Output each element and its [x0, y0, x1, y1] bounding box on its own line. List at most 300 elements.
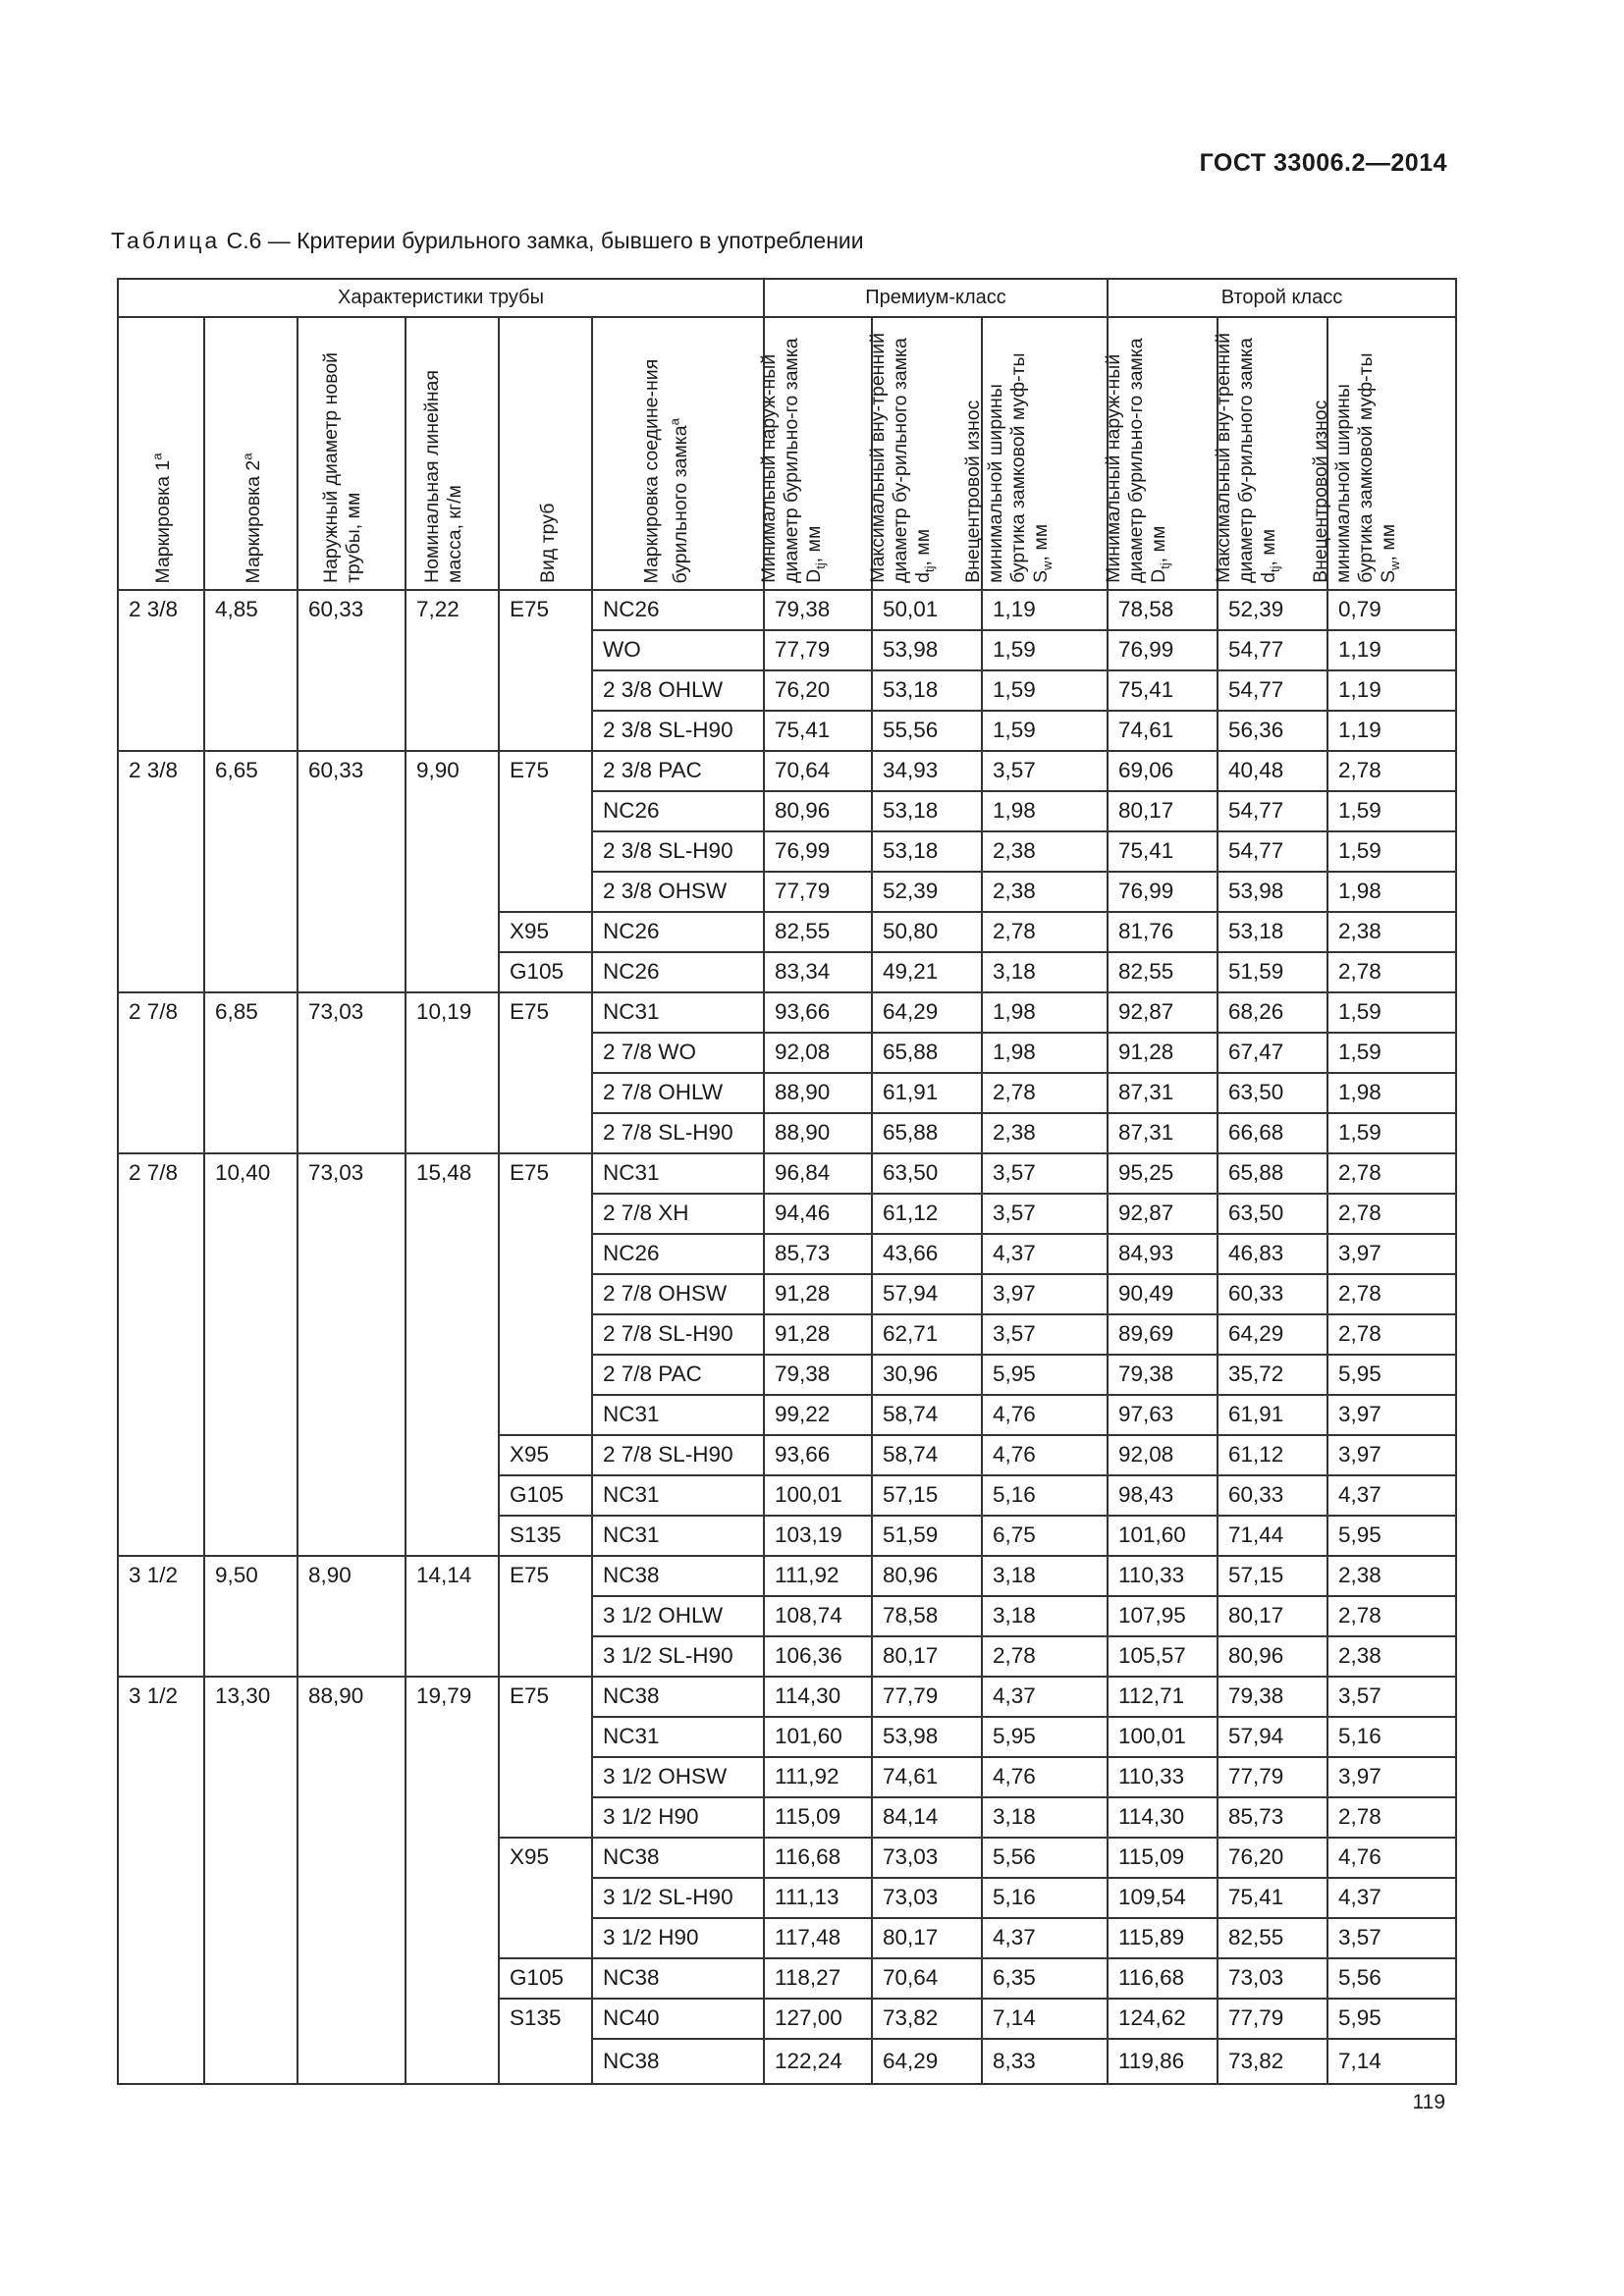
- cell-premium-wear: 1,19: [982, 590, 1108, 630]
- cell-pipe-grade: E75: [499, 1153, 592, 1435]
- table-caption: [111, 228, 864, 254]
- cell-second-wear: 3,97: [1327, 1435, 1456, 1475]
- cell-premium-wear: 2,38: [982, 831, 1108, 872]
- cell-connection: NC31: [592, 1475, 764, 1516]
- cell-connection: NC38: [592, 1677, 764, 1717]
- cell-second-min-od: 76,99: [1108, 630, 1218, 670]
- cell-second-min-od: 87,31: [1108, 1073, 1218, 1113]
- cell-second-wear: 5,95: [1327, 1999, 1456, 2039]
- cell-second-wear: 5,95: [1327, 1355, 1456, 1395]
- cell-premium-min-od: 76,20: [764, 670, 872, 711]
- cell-second-wear: 5,95: [1327, 1516, 1456, 1556]
- cell-premium-wear: 4,37: [982, 1234, 1108, 1274]
- cell-premium-wear: 2,78: [982, 1636, 1108, 1677]
- table-row: [118, 1556, 1456, 1596]
- cell-second-min-od: 87,31: [1108, 1113, 1218, 1153]
- cell-premium-min-od: 88,90: [764, 1113, 872, 1153]
- cell-second-wear: 5,16: [1327, 1717, 1456, 1757]
- cell-premium-wear: 3,18: [982, 952, 1108, 992]
- cell-connection: NC40: [592, 1999, 764, 2039]
- cell-connection: NC26: [592, 952, 764, 992]
- cell-premium-wear: 6,35: [982, 1958, 1108, 1999]
- cell-connection: NC31: [592, 1516, 764, 1556]
- cell-pipe-grade: S135: [499, 1516, 592, 1556]
- page-number: 119: [1412, 2091, 1445, 2113]
- cell-second-max-id: 52,39: [1218, 590, 1327, 630]
- cell-second-min-od: 100,01: [1108, 1717, 1218, 1757]
- cell-second-wear: 4,76: [1327, 1838, 1456, 1878]
- cell-second-min-od: 116,68: [1108, 1958, 1218, 1999]
- cell-premium-wear: 6,75: [982, 1516, 1108, 1556]
- cell-premium-max-id: 64,29: [872, 992, 982, 1033]
- cell-premium-max-id: 52,39: [872, 872, 982, 912]
- cell-premium-min-od: 117,48: [764, 1918, 872, 1958]
- cell-premium-wear: 2,38: [982, 1113, 1108, 1153]
- cell-premium-wear: 5,56: [982, 1838, 1108, 1878]
- cell-mark2: 13,30: [204, 1677, 298, 2084]
- cell-connection: 2 3/8 SL-H90: [592, 831, 764, 872]
- cell-second-max-id: 64,29: [1218, 1314, 1327, 1355]
- cell-premium-wear: 3,57: [982, 1194, 1108, 1234]
- cell-second-min-od: 78,58: [1108, 590, 1218, 630]
- cell-second-wear: 1,19: [1327, 670, 1456, 711]
- cell-second-min-od: 82,55: [1108, 952, 1218, 992]
- cell-connection: NC31: [592, 1717, 764, 1757]
- cell-second-wear: 1,98: [1327, 1073, 1456, 1113]
- cell-connection: 2 7/8 SL-H90: [592, 1314, 764, 1355]
- cell-premium-wear: 1,59: [982, 670, 1108, 711]
- cell-second-min-od: 98,43: [1108, 1475, 1218, 1516]
- cell-connection: 2 3/8 OHLW: [592, 670, 764, 711]
- header-premium-max-id: Максимальный вну-тренний диаметр бу-рильного замка $d_{tj}$, мм: [872, 317, 982, 590]
- cell-second-min-od: 75,41: [1108, 831, 1218, 872]
- cell-premium-max-id: 77,79: [872, 1677, 982, 1717]
- cell-mark2: 4,85: [204, 590, 298, 751]
- cell-premium-min-od: 76,99: [764, 831, 872, 872]
- cell-second-max-id: 80,17: [1218, 1596, 1327, 1636]
- cell-connection: WO: [592, 630, 764, 670]
- cell-premium-min-od: 111,13: [764, 1878, 872, 1918]
- cell-premium-max-id: 50,80: [872, 912, 982, 952]
- cell-second-wear: 2,78: [1327, 1314, 1456, 1355]
- cell-premium-min-od: 70,64: [764, 751, 872, 791]
- cell-connection: 2 7/8 SL-H90: [592, 1435, 764, 1475]
- cell-premium-min-od: 103,19: [764, 1516, 872, 1556]
- header-mark2: Маркировка 2$^a$: [204, 317, 298, 590]
- cell-pipe-grade: S135: [499, 1999, 592, 2084]
- cell-premium-max-id: 64,29: [872, 2039, 982, 2084]
- cell-premium-wear: 4,76: [982, 1757, 1108, 1797]
- cell-premium-wear: 2,78: [982, 912, 1108, 952]
- cell-mark1: 2 7/8: [118, 992, 204, 1153]
- cell-linear-mass: 9,90: [406, 751, 499, 992]
- cell-premium-max-id: 49,21: [872, 952, 982, 992]
- table-row: [118, 1677, 1456, 1717]
- cell-connection: NC26: [592, 791, 764, 831]
- cell-premium-wear: 3,97: [982, 1274, 1108, 1314]
- cell-mark2: 6,85: [204, 992, 298, 1153]
- cell-connection: 3 1/2 H90: [592, 1918, 764, 1958]
- header-mark1: Маркировка 1$^a$: [118, 317, 204, 590]
- cell-premium-min-od: 80,96: [764, 791, 872, 831]
- cell-connection: NC31: [592, 1395, 764, 1435]
- cell-premium-max-id: 57,94: [872, 1274, 982, 1314]
- table-row: [118, 590, 1456, 630]
- cell-second-max-id: 60,33: [1218, 1274, 1327, 1314]
- cell-second-max-id: 67,47: [1218, 1033, 1327, 1073]
- cell-second-wear: 1,59: [1327, 1033, 1456, 1073]
- cell-second-wear: 1,59: [1327, 1113, 1456, 1153]
- cell-second-max-id: 65,88: [1218, 1153, 1327, 1194]
- cell-second-max-id: 61,91: [1218, 1395, 1327, 1435]
- cell-second-min-od: 80,17: [1108, 791, 1218, 831]
- cell-second-max-id: 54,77: [1218, 831, 1327, 872]
- cell-premium-max-id: 61,12: [872, 1194, 982, 1234]
- cell-mark1: 3 1/2: [118, 1677, 204, 2084]
- cell-premium-wear: 5,95: [982, 1355, 1108, 1395]
- cell-premium-min-od: 116,68: [764, 1838, 872, 1878]
- cell-premium-min-od: 93,66: [764, 1435, 872, 1475]
- cell-connection: 2 7/8 XH: [592, 1194, 764, 1234]
- cell-second-max-id: 85,73: [1218, 1797, 1327, 1838]
- cell-premium-wear: 3,18: [982, 1596, 1108, 1636]
- document-header: ГОСТ 33006.2—2014: [1199, 149, 1447, 177]
- cell-second-wear: 2,78: [1327, 751, 1456, 791]
- header-second-max-id: Максимальный вну-тренний диаметр бу-рильного замка $d_{tj}$, мм: [1218, 317, 1327, 590]
- cell-pipe-grade: E75: [499, 992, 592, 1153]
- cell-pipe-grade: E75: [499, 590, 592, 751]
- cell-second-min-od: 81,76: [1108, 912, 1218, 952]
- cell-premium-min-od: 115,09: [764, 1797, 872, 1838]
- cell-pipe-grade: X95: [499, 912, 592, 952]
- cell-second-max-id: 73,03: [1218, 1958, 1327, 1999]
- cell-second-wear: 1,59: [1327, 992, 1456, 1033]
- cell-premium-min-od: 77,79: [764, 872, 872, 912]
- cell-premium-max-id: 34,93: [872, 751, 982, 791]
- cell-second-max-id: 80,96: [1218, 1636, 1327, 1677]
- cell-second-min-od: 109,54: [1108, 1878, 1218, 1918]
- cell-second-wear: 3,57: [1327, 1918, 1456, 1958]
- cell-connection: 2 7/8 SL-H90: [592, 1113, 764, 1153]
- cell-premium-max-id: 84,14: [872, 1797, 982, 1838]
- cell-second-wear: 1,98: [1327, 872, 1456, 912]
- cell-second-min-od: 89,69: [1108, 1314, 1218, 1355]
- cell-premium-max-id: 53,98: [872, 1717, 982, 1757]
- cell-second-max-id: 54,77: [1218, 670, 1327, 711]
- cell-premium-wear: 1,98: [982, 1033, 1108, 1073]
- cell-outer-diameter: 73,03: [298, 992, 406, 1153]
- cell-premium-max-id: 73,03: [872, 1838, 982, 1878]
- cell-second-max-id: 57,15: [1218, 1556, 1327, 1596]
- cell-pipe-grade: G105: [499, 1958, 592, 1999]
- header-second-wear: Внецентровой износ минимальной ширины буртика замковой муф-ты $S_w$, мм: [1327, 317, 1456, 590]
- cell-connection: 2 3/8 PAC: [592, 751, 764, 791]
- cell-connection: 2 7/8 OHLW: [592, 1073, 764, 1113]
- cell-premium-wear: 4,76: [982, 1435, 1108, 1475]
- cell-premium-min-od: 94,46: [764, 1194, 872, 1234]
- cell-second-min-od: 69,06: [1108, 751, 1218, 791]
- group-premium-class: Премиум-класс: [764, 279, 1108, 317]
- cell-second-max-id: 54,77: [1218, 630, 1327, 670]
- cell-outer-diameter: 8,90: [298, 1556, 406, 1677]
- cell-premium-min-od: 122,24: [764, 2039, 872, 2084]
- cell-mark2: 9,50: [204, 1556, 298, 1677]
- cell-premium-min-od: 101,60: [764, 1717, 872, 1757]
- cell-connection: NC38: [592, 1958, 764, 1999]
- cell-second-wear: 2,78: [1327, 1596, 1456, 1636]
- cell-connection: 3 1/2 H90: [592, 1797, 764, 1838]
- cell-second-max-id: 77,79: [1218, 1999, 1327, 2039]
- cell-premium-min-od: 93,66: [764, 992, 872, 1033]
- cell-outer-diameter: 60,33: [298, 590, 406, 751]
- cell-premium-min-od: 108,74: [764, 1596, 872, 1636]
- cell-connection: 3 1/2 SL-H90: [592, 1636, 764, 1677]
- cell-premium-min-od: 118,27: [764, 1958, 872, 1999]
- cell-premium-wear: 2,78: [982, 1073, 1108, 1113]
- cell-second-max-id: 51,59: [1218, 952, 1327, 992]
- cell-connection: 2 3/8 SL-H90: [592, 711, 764, 751]
- cell-second-wear: 2,38: [1327, 1636, 1456, 1677]
- header-pipe-grade: Вид труб: [499, 317, 592, 590]
- header-outer-diameter: Наружный диаметр новой трубы, мм: [298, 317, 406, 590]
- cell-second-max-id: 53,98: [1218, 872, 1327, 912]
- cell-outer-diameter: 88,90: [298, 1677, 406, 2084]
- cell-second-min-od: 115,89: [1108, 1918, 1218, 1958]
- cell-premium-min-od: 114,30: [764, 1677, 872, 1717]
- cell-premium-min-od: 77,79: [764, 630, 872, 670]
- cell-second-min-od: 90,49: [1108, 1274, 1218, 1314]
- cell-premium-max-id: 30,96: [872, 1355, 982, 1395]
- cell-second-max-id: 75,41: [1218, 1878, 1327, 1918]
- cell-mark1: 2 3/8: [118, 751, 204, 992]
- cell-pipe-grade: E75: [499, 751, 592, 912]
- cell-second-min-od: 74,61: [1108, 711, 1218, 751]
- cell-premium-max-id: 80,96: [872, 1556, 982, 1596]
- cell-second-max-id: 77,79: [1218, 1757, 1327, 1797]
- cell-second-wear: 1,19: [1327, 630, 1456, 670]
- cell-second-min-od: 75,41: [1108, 670, 1218, 711]
- cell-premium-max-id: 51,59: [872, 1516, 982, 1556]
- table-row: [118, 751, 1456, 791]
- caption-text: C.6 — Критерии бурильного замка, бывшего в употреблении: [226, 228, 864, 253]
- cell-connection: NC38: [592, 2039, 764, 2084]
- cell-premium-max-id: 53,18: [872, 670, 982, 711]
- cell-second-wear: 1,59: [1327, 791, 1456, 831]
- cell-second-min-od: 112,71: [1108, 1677, 1218, 1717]
- cell-premium-max-id: 43,66: [872, 1234, 982, 1274]
- cell-second-wear: 2,78: [1327, 1153, 1456, 1194]
- cell-pipe-grade: X95: [499, 1838, 592, 1958]
- cell-second-max-id: 73,82: [1218, 2039, 1327, 2084]
- cell-premium-min-od: 82,55: [764, 912, 872, 952]
- cell-second-wear: 2,78: [1327, 952, 1456, 992]
- cell-mark2: 6,65: [204, 751, 298, 992]
- cell-premium-min-od: 106,36: [764, 1636, 872, 1677]
- cell-premium-wear: 2,38: [982, 872, 1108, 912]
- caption-prefix: Таблица: [111, 228, 221, 253]
- cell-second-min-od: 124,62: [1108, 1999, 1218, 2039]
- cell-connection: NC31: [592, 992, 764, 1033]
- cell-premium-max-id: 58,74: [872, 1435, 982, 1475]
- cell-premium-min-od: 92,08: [764, 1033, 872, 1073]
- cell-premium-min-od: 91,28: [764, 1314, 872, 1355]
- cell-premium-max-id: 61,91: [872, 1073, 982, 1113]
- cell-second-min-od: 91,28: [1108, 1033, 1218, 1073]
- cell-premium-min-od: 91,28: [764, 1274, 872, 1314]
- cell-pipe-grade: E75: [499, 1556, 592, 1677]
- cell-pipe-grade: E75: [499, 1677, 592, 1838]
- cell-mark1: 2 7/8: [118, 1153, 204, 1556]
- cell-premium-max-id: 73,82: [872, 1999, 982, 2039]
- cell-premium-max-id: 70,64: [872, 1958, 982, 1999]
- cell-second-min-od: 115,09: [1108, 1838, 1218, 1878]
- cell-premium-min-od: 75,41: [764, 711, 872, 751]
- cell-linear-mass: 7,22: [406, 590, 499, 751]
- cell-mark1: 2 3/8: [118, 590, 204, 751]
- cell-second-max-id: 35,72: [1218, 1355, 1327, 1395]
- header-premium-min-od: Минимальный наруж-ный диаметр бурильно-го замка $D_{tj}$, мм: [764, 317, 872, 590]
- cell-second-min-od: 84,93: [1108, 1234, 1218, 1274]
- cell-second-max-id: 53,18: [1218, 912, 1327, 952]
- cell-premium-min-od: 127,00: [764, 1999, 872, 2039]
- cell-second-max-id: 63,50: [1218, 1073, 1327, 1113]
- cell-outer-diameter: 60,33: [298, 751, 406, 992]
- cell-second-min-od: 79,38: [1108, 1355, 1218, 1395]
- cell-premium-max-id: 73,03: [872, 1878, 982, 1918]
- cell-premium-max-id: 55,56: [872, 711, 982, 751]
- cell-premium-min-od: 79,38: [764, 1355, 872, 1395]
- cell-connection: 2 3/8 OHSW: [592, 872, 764, 912]
- cell-second-max-id: 66,68: [1218, 1113, 1327, 1153]
- cell-premium-max-id: 53,18: [872, 831, 982, 872]
- cell-premium-wear: 7,14: [982, 1999, 1108, 2039]
- cell-second-max-id: 79,38: [1218, 1677, 1327, 1717]
- table-row: [118, 1153, 1456, 1194]
- cell-second-wear: 4,37: [1327, 1475, 1456, 1516]
- cell-second-wear: 0,79: [1327, 590, 1456, 630]
- cell-outer-diameter: 73,03: [298, 1153, 406, 1556]
- cell-connection: NC26: [592, 1234, 764, 1274]
- cell-premium-max-id: 57,15: [872, 1475, 982, 1516]
- cell-second-wear: 2,38: [1327, 1556, 1456, 1596]
- cell-second-min-od: 119,86: [1108, 2039, 1218, 2084]
- cell-connection: 2 7/8 OHSW: [592, 1274, 764, 1314]
- cell-second-wear: 3,97: [1327, 1395, 1456, 1435]
- cell-second-wear: 2,78: [1327, 1797, 1456, 1838]
- cell-connection: 3 1/2 OHLW: [592, 1596, 764, 1636]
- cell-premium-max-id: 53,98: [872, 630, 982, 670]
- cell-linear-mass: 19,79: [406, 1677, 499, 2084]
- cell-second-min-od: 107,95: [1108, 1596, 1218, 1636]
- cell-premium-wear: 3,57: [982, 1153, 1108, 1194]
- cell-connection: NC31: [592, 1153, 764, 1194]
- cell-premium-max-id: 50,01: [872, 590, 982, 630]
- cell-second-max-id: 71,44: [1218, 1516, 1327, 1556]
- cell-second-min-od: 110,33: [1108, 1757, 1218, 1797]
- cell-premium-wear: 5,16: [982, 1878, 1108, 1918]
- used-tool-joint-criteria-table: [117, 278, 1457, 2085]
- cell-second-max-id: 82,55: [1218, 1918, 1327, 1958]
- table-row: [118, 992, 1456, 1033]
- cell-second-max-id: 60,33: [1218, 1475, 1327, 1516]
- cell-premium-wear: 1,98: [982, 992, 1108, 1033]
- cell-second-min-od: 110,33: [1108, 1556, 1218, 1596]
- cell-second-wear: 1,19: [1327, 711, 1456, 751]
- cell-premium-max-id: 65,88: [872, 1033, 982, 1073]
- cell-second-wear: 2,78: [1327, 1274, 1456, 1314]
- cell-connection: NC26: [592, 590, 764, 630]
- cell-second-max-id: 63,50: [1218, 1194, 1327, 1234]
- table-body: [118, 590, 1456, 2084]
- cell-premium-min-od: 111,92: [764, 1757, 872, 1797]
- cell-pipe-grade: G105: [499, 1475, 592, 1516]
- cell-premium-wear: 1,98: [982, 791, 1108, 831]
- cell-premium-max-id: 80,17: [872, 1636, 982, 1677]
- cell-second-wear: 4,37: [1327, 1878, 1456, 1918]
- cell-second-wear: 3,97: [1327, 1757, 1456, 1797]
- group-pipe-characteristics: Характеристики трубы: [118, 279, 764, 317]
- cell-second-max-id: 56,36: [1218, 711, 1327, 751]
- cell-second-min-od: 92,87: [1108, 1194, 1218, 1234]
- header-second-min-od: Минимальный наруж-ный диаметр бурильно-го замка $D_{tj}$, мм: [1108, 317, 1218, 590]
- cell-second-max-id: 54,77: [1218, 791, 1327, 831]
- cell-premium-wear: 1,59: [982, 630, 1108, 670]
- cell-premium-max-id: 78,58: [872, 1596, 982, 1636]
- cell-second-min-od: 92,08: [1108, 1435, 1218, 1475]
- cell-second-wear: 2,78: [1327, 1194, 1456, 1234]
- cell-mark1: 3 1/2: [118, 1556, 204, 1677]
- cell-connection: 3 1/2 OHSW: [592, 1757, 764, 1797]
- cell-premium-min-od: 99,22: [764, 1395, 872, 1435]
- cell-premium-wear: 8,33: [982, 2039, 1108, 2084]
- cell-connection: 2 7/8 WO: [592, 1033, 764, 1073]
- cell-second-min-od: 105,57: [1108, 1636, 1218, 1677]
- cell-second-min-od: 76,99: [1108, 872, 1218, 912]
- cell-premium-wear: 3,57: [982, 1314, 1108, 1355]
- cell-premium-min-od: 85,73: [764, 1234, 872, 1274]
- header-connection: Маркировка соедине-ния бурильного замка$^a$: [592, 317, 764, 590]
- cell-premium-max-id: 63,50: [872, 1153, 982, 1194]
- cell-premium-min-od: 111,92: [764, 1556, 872, 1596]
- cell-premium-max-id: 62,71: [872, 1314, 982, 1355]
- cell-second-min-od: 97,63: [1108, 1395, 1218, 1435]
- cell-premium-max-id: 80,17: [872, 1918, 982, 1958]
- cell-premium-wear: 1,59: [982, 711, 1108, 751]
- cell-connection: NC38: [592, 1838, 764, 1878]
- cell-second-min-od: 114,30: [1108, 1797, 1218, 1838]
- cell-second-wear: 2,38: [1327, 912, 1456, 952]
- cell-premium-wear: 3,57: [982, 751, 1108, 791]
- cell-second-wear: 5,56: [1327, 1958, 1456, 1999]
- cell-second-min-od: 92,87: [1108, 992, 1218, 1033]
- cell-second-max-id: 61,12: [1218, 1435, 1327, 1475]
- header-linear-mass: Номинальная линейная масса, кг/м: [406, 317, 499, 590]
- cell-premium-wear: 3,18: [982, 1797, 1108, 1838]
- cell-premium-min-od: 96,84: [764, 1153, 872, 1194]
- cell-premium-max-id: 58,74: [872, 1395, 982, 1435]
- cell-premium-wear: 4,37: [982, 1677, 1108, 1717]
- cell-premium-min-od: 83,34: [764, 952, 872, 992]
- cell-second-max-id: 68,26: [1218, 992, 1327, 1033]
- cell-second-wear: 3,57: [1327, 1677, 1456, 1717]
- cell-premium-min-od: 100,01: [764, 1475, 872, 1516]
- cell-premium-max-id: 65,88: [872, 1113, 982, 1153]
- cell-second-max-id: 76,20: [1218, 1838, 1327, 1878]
- cell-second-wear: 7,14: [1327, 2039, 1456, 2084]
- cell-premium-max-id: 74,61: [872, 1757, 982, 1797]
- cell-second-max-id: 46,83: [1218, 1234, 1327, 1274]
- cell-mark2: 10,40: [204, 1153, 298, 1556]
